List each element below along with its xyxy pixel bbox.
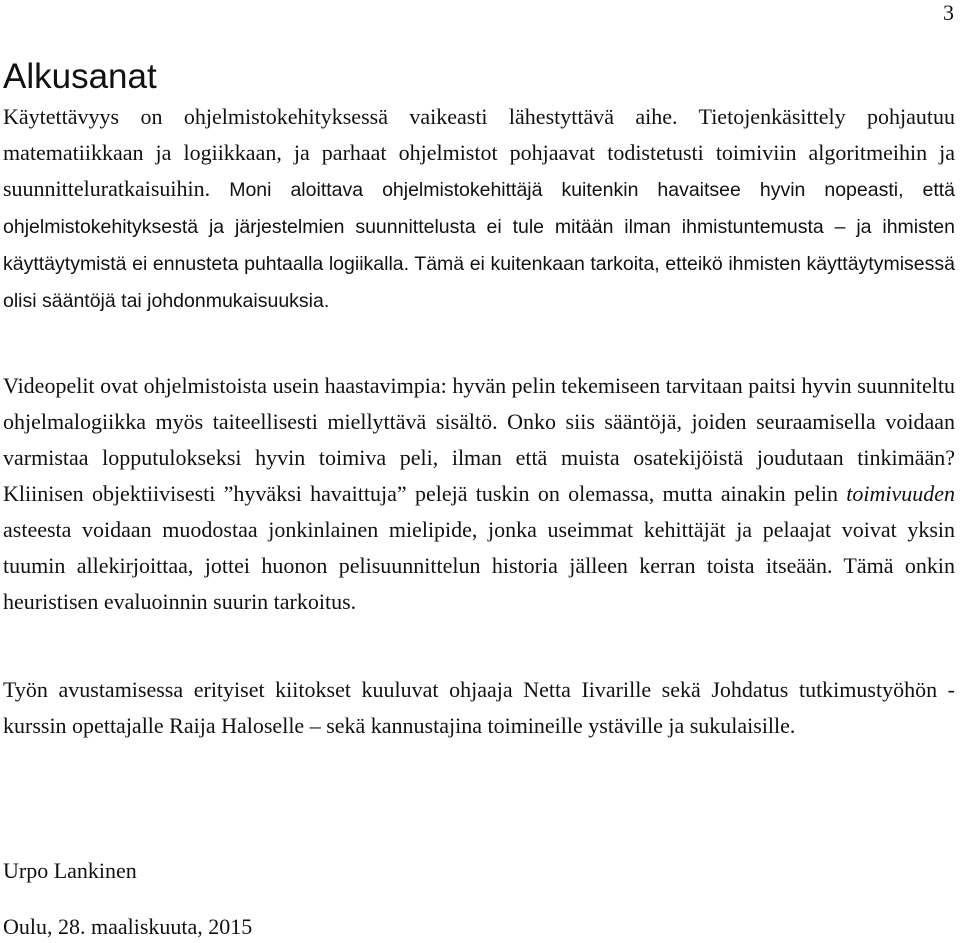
- paragraph-intro: [3, 99, 955, 319]
- paragraph-videogames-text-end: asteesta voidaan muodostaa jonkinlainen mielipide, jonka useimmat kehittäjät ja pelaajat voivat yksin tuumin allekirjoittaa, jottei huonon pelisuunnittelun historia jälleen kerran toista itseään. Tämä onkin heuristisen evaluoinnin suurin tarkoitus.: [3, 517, 955, 614]
- paragraph-videogames-text-start: Videopelit ovat ohjelmistoista usein haastavimpia: hyvän pelin tekemiseen tarvitaan paitsi hyvin suunniteltu ohjelmalogiikka myös taiteellisesti miellyttävä sisältö. Onko siis sääntöjä, joiden seuraamisella voidaan varmistaa lopputulokseksi hyvin toimiva peli, ilman että muista osatekijöistä joudutaan tinkimään? Kliinisen objektiivisesti ”hyväksi havaittuja” pelejä tuskin on olemassa, mutta ainakin pelin: [3, 373, 955, 506]
- page-number: 3: [943, 0, 954, 25]
- paragraph-videogames-italic-term: toimivuuden: [846, 481, 956, 506]
- paragraph-intro-sans-text: Moni aloittava ohjelmistokehittäjä kuitenkin havaitsee hyvin nopeasti, että ohjelmistokehityksestä ja järjestelmien suunnittelusta ei tule mitään ilman ihmistuntemusta – ja ihmisten käyttäytymistä ei ennusteta puhtaalla logiikalla. Tämä ei kuitenkaan tarkoita, etteikö ihmisten käyttäytymisessä olisi sääntöjä tai johdonmukaisuuksia.: [3, 179, 955, 312]
- page-title: Alkusanat: [3, 57, 157, 96]
- place-and-date: Oulu, 28. maaliskuuta, 2015: [3, 914, 253, 939]
- paragraph-acknowledgements: Työn avustamisessa erityiset kiitokset kuuluvat ohjaaja Netta Iivarille sekä Johdatus tutkimustyöhön -kurssin opettajalle Raija Haloselle – sekä kannustajina toimineille ystäville ja sukulaisille.: [3, 677, 955, 738]
- paragraph-intro-serif-text: Käytettävyys on ohjelmistokehityksessä vaikeasti lähestyttävä aihe. Tietojenkäsittely pohjautuu matematiikkaan ja logiikkaan, ja parhaat ohjelmistot pohjaavat todistetusti toimiviin algoritmeihin ja suunnitteluratkaisuihin.: [3, 104, 955, 201]
- author-name: Urpo Lankinen: [3, 858, 137, 883]
- paragraph-videogames: [3, 368, 955, 620]
